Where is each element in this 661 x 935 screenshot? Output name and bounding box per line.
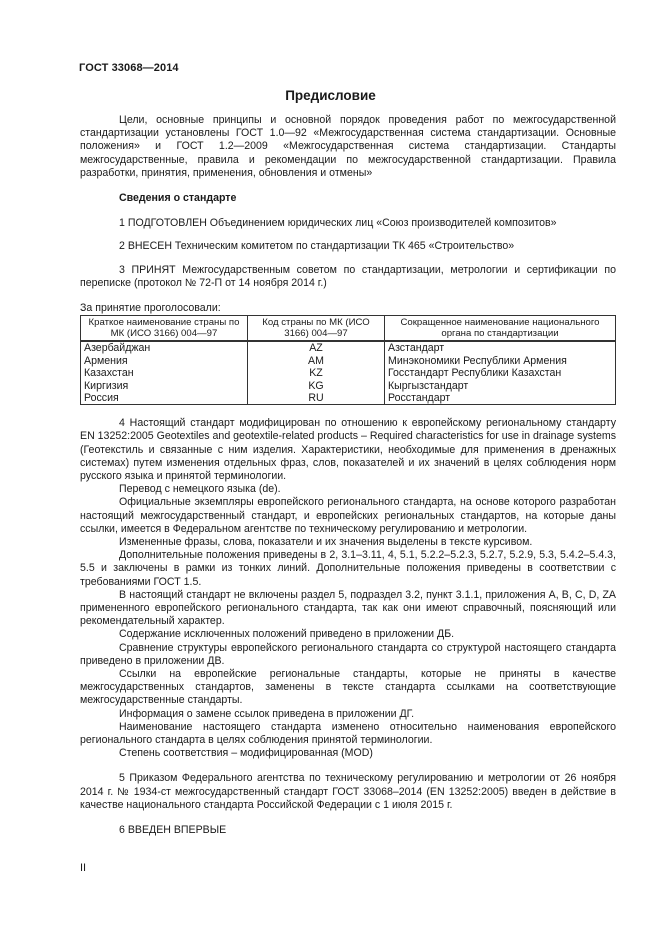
item-5-paragraph: 5 Приказом Федерального агентства по техническому регулированию и метрологии от 26 ноября 2014 г. № 1934-ст межгосударственный стандарт ГОСТ 33068–2014 (EN 13252:2005) введен в действие в качестве национального стандарта Российской Федерации с 1 июля 2015 г. — [80, 772, 616, 811]
country-name-cell: Россия — [81, 392, 248, 405]
item-4-paragraph: Измененные фразы, слова, показатели и их значения выделены в тексте курсивом. — [119, 536, 533, 549]
table-header-cell: Сокращенное наименование национального органа по стандартизации — [385, 316, 616, 342]
doc-code-header: ГОСТ 33068—2014 — [79, 62, 179, 74]
item-4-paragraph: Информация о замене ссылок приведена в приложении ДГ. — [119, 707, 415, 720]
table-header-row — [81, 316, 616, 342]
standards-body-cell: Росстандарт — [385, 392, 616, 405]
country-code-cell: RU — [248, 392, 385, 405]
country-code-cell: AZ — [248, 341, 385, 354]
standards-body-cell: Госстандарт Республики Казахстан — [385, 367, 616, 379]
table-header-cell: Код страны по МК (ИСО 3166) 004—97 — [248, 316, 385, 342]
country-name-cell: Армения — [81, 355, 248, 367]
page-number: II — [80, 862, 87, 874]
item-4-paragraph: В настоящий стандарт не включены раздел 5, подраздел 3.2, пункт 3.1.1, приложения A, B, C, D, ZA примененного европейского регионального стандарта, так как они имеют справочный, поясняющий или рекомендательный характер. — [80, 588, 616, 628]
item-1-paragraph: 1 ПОДГОТОВЛЕН Объединением юридических лиц «Союз производителей композитов» — [119, 217, 557, 230]
foreword-body — [80, 114, 616, 837]
item-4-paragraph: Степень соответствия – модифицированная (MOD) — [119, 747, 373, 760]
item-4-paragraph: Сравнение структуры европейского регионального стандарта со структурой настоящего стандарта приведено в приложении ДВ. — [80, 641, 616, 667]
item-6-paragraph: 6 ВВЕДЕН ВПЕРВЫЕ — [119, 824, 227, 837]
standards-body-cell: Минэкономики Республики Армения — [385, 355, 616, 367]
country-code-cell: KZ — [248, 367, 385, 379]
item-3-paragraph: 3 ПРИНЯТ Межгосударственным советом по стандартизации, метрологии и сертификации по переписке (протокол № 72-П от 14 ноября 2014 г.) — [80, 263, 616, 289]
page-title: Предисловие — [285, 88, 376, 103]
country-name-cell: Киргизия — [81, 379, 248, 391]
country-name-cell: Азербайджан — [81, 341, 248, 354]
table-row — [81, 379, 616, 391]
item-4-paragraph: Официальные экземпляры европейского регионального стандарта, на основе которого разработан настоящий межгосударственный стандарт, и европейских региональных стандартов, на которые даны ссылки, имеется в Федеральном агентстве по техническому регулированию и метрологии. — [80, 496, 616, 535]
section-title: Сведения о стандарте — [119, 192, 237, 205]
table-row — [81, 367, 616, 379]
table-header-cell: Краткое наименование страны по МК (ИСО 3166) 004—97 — [81, 316, 248, 342]
item-4-paragraph: Дополнительные положения приведены в 2, 3.1–3.11, 4, 5.1, 5.2.2–5.2.3, 5.2.7, 5.2.9, 5.3, 5.4.2–5.4.3, 5.5 и заключены в рамки из тонких линий. Дополнительные положения приведены в соответствии с требованиями ГОСТ 1.5. — [80, 549, 616, 588]
item-4-paragraph: Перевод с немецкого языка (de). — [119, 483, 281, 496]
country-name-cell: Казахстан — [81, 367, 248, 379]
country-code-cell: AM — [248, 355, 385, 367]
standards-body-cell: Азстандарт — [385, 341, 616, 354]
country-code-cell: KG — [248, 379, 385, 391]
item-2-paragraph: 2 ВНЕСЕН Техническим комитетом по стандартизации ТК 465 «Строительство» — [119, 240, 515, 253]
table-row — [81, 392, 616, 405]
table-row — [81, 341, 616, 354]
standards-body-cell: Кыргызстандарт — [385, 379, 616, 391]
item-4-paragraph: Наименование настоящего стандарта изменено относительно наименования европейского регионального стандарта в целях соблюдения принятой терминологии. — [80, 720, 616, 747]
voting-table — [80, 315, 616, 405]
item-4-paragraph: Ссылки на европейские региональные стандарты, которые не приняты в качестве межгосударственных стандартов, заменены в тексте стандарта ссылками на соответствующие межгосударственные стандарты. — [80, 668, 616, 707]
table-row — [81, 355, 616, 367]
intro-paragraph: Цели, основные принципы и основной порядок проведения работ по межгосударственной стандартизации установлены ГОСТ 1.0—92 «Межгосударственная система стандартизации. Основные положения» и ГОСТ 1.2—2009 «Межгосударственная система стандартизации. Стандарты межгосударственные, правила и рекомендации по межгосударственной стандартизации. Правила разработки, принятия, применения, обновления и отмены» — [80, 114, 616, 179]
item-4-paragraph: 4 Настоящий стандарт модифицирован по отношению к европейскому региональному стандарту EN 13252:2005 Geotextiles and geotextile-related products – Required characteristics for use in drainage systems (Геотекстиль и связанные с ним изделия. Характеристики, необходимые для применения в дренажных системах) путем изменения отдельных фраз, слов, показателей и их значений в целях соблюдения норм русского языка и принятой терминологии. — [80, 417, 616, 482]
table-caption: За принятие проголосовали: — [80, 302, 221, 315]
item-4-paragraph: Содержание исключенных положений приведено в приложении ДБ. — [119, 628, 455, 641]
